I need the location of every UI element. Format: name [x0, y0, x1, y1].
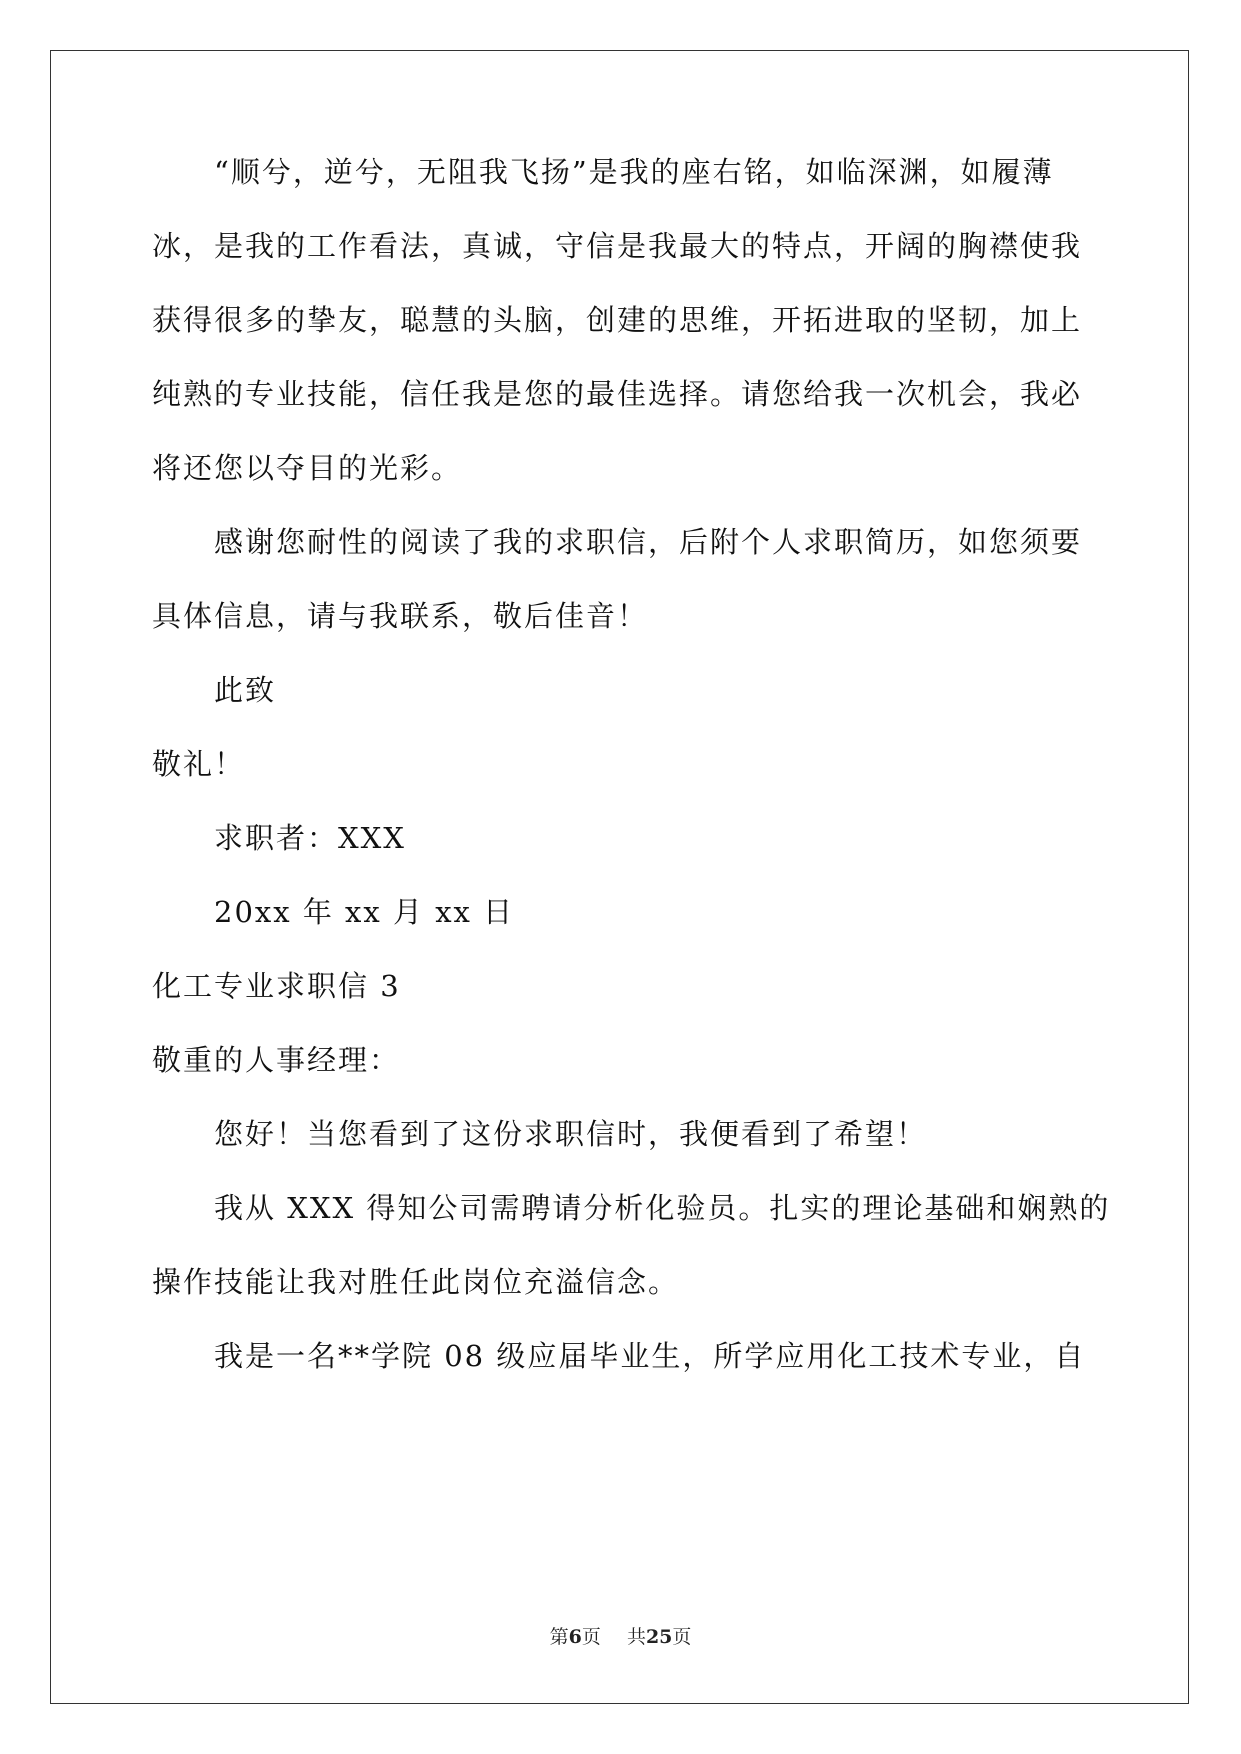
- paragraph-line: 我是一名**学院 08 级应届毕业生，所学应用化工技术专业，自: [214, 1339, 1086, 1373]
- footer-page-prefix: 第: [549, 1626, 569, 1648]
- footer-total-prefix: 共: [626, 1626, 646, 1648]
- paragraph-line: 您好！当您看到了这份求职信时，我便看到了希望！: [214, 1117, 928, 1151]
- closing-regards: 敬礼！: [152, 747, 246, 781]
- signature-date: 20xx 年 xx 月 xx 日: [214, 895, 515, 929]
- paragraph-line: 具体信息，请与我联系，敬后佳音！: [152, 599, 649, 633]
- closing-salutation: 此致: [214, 673, 277, 707]
- paragraph-line: “顺兮，逆兮，无阻我飞扬”是我的座右铭，如临深渊，如履薄: [214, 155, 1054, 189]
- paragraph-line: 感谢您耐性的阅读了我的求职信，后附个人求职简历，如您须要: [214, 525, 1083, 559]
- footer-page-number: 6: [568, 1626, 582, 1648]
- page-border: [50, 50, 1189, 1704]
- paragraph-line: 将还您以夺目的光彩。: [152, 451, 463, 485]
- signature-name: 求职者：XXX: [214, 821, 406, 855]
- footer-total-pages: 25: [645, 1626, 673, 1648]
- paragraph-line: 纯熟的专业技能，信任我是您的最佳选择。请您给我一次机会，我必: [152, 377, 1083, 411]
- paragraph-line: 我从 XXX 得知公司需聘请分析化验员。扎实的理论基础和娴熟的: [214, 1191, 1111, 1225]
- section-heading: 化工专业求职信 3: [152, 969, 401, 1003]
- page-footer: [0, 1625, 1241, 1649]
- paragraph-line: 操作技能让我对胜任此岗位充溢信念。: [152, 1265, 680, 1299]
- paragraph-line: 冰，是我的工作看法，真诚，守信是我最大的特点，开阔的胸襟使我: [152, 229, 1083, 263]
- footer-page-suffix: 页: [581, 1626, 601, 1648]
- letter-greeting: 敬重的人事经理：: [152, 1043, 401, 1077]
- footer-total-suffix: 页: [672, 1626, 692, 1648]
- paragraph-line: 获得很多的挚友，聪慧的头脑，创建的思维，开拓进取的坚韧，加上: [152, 303, 1083, 337]
